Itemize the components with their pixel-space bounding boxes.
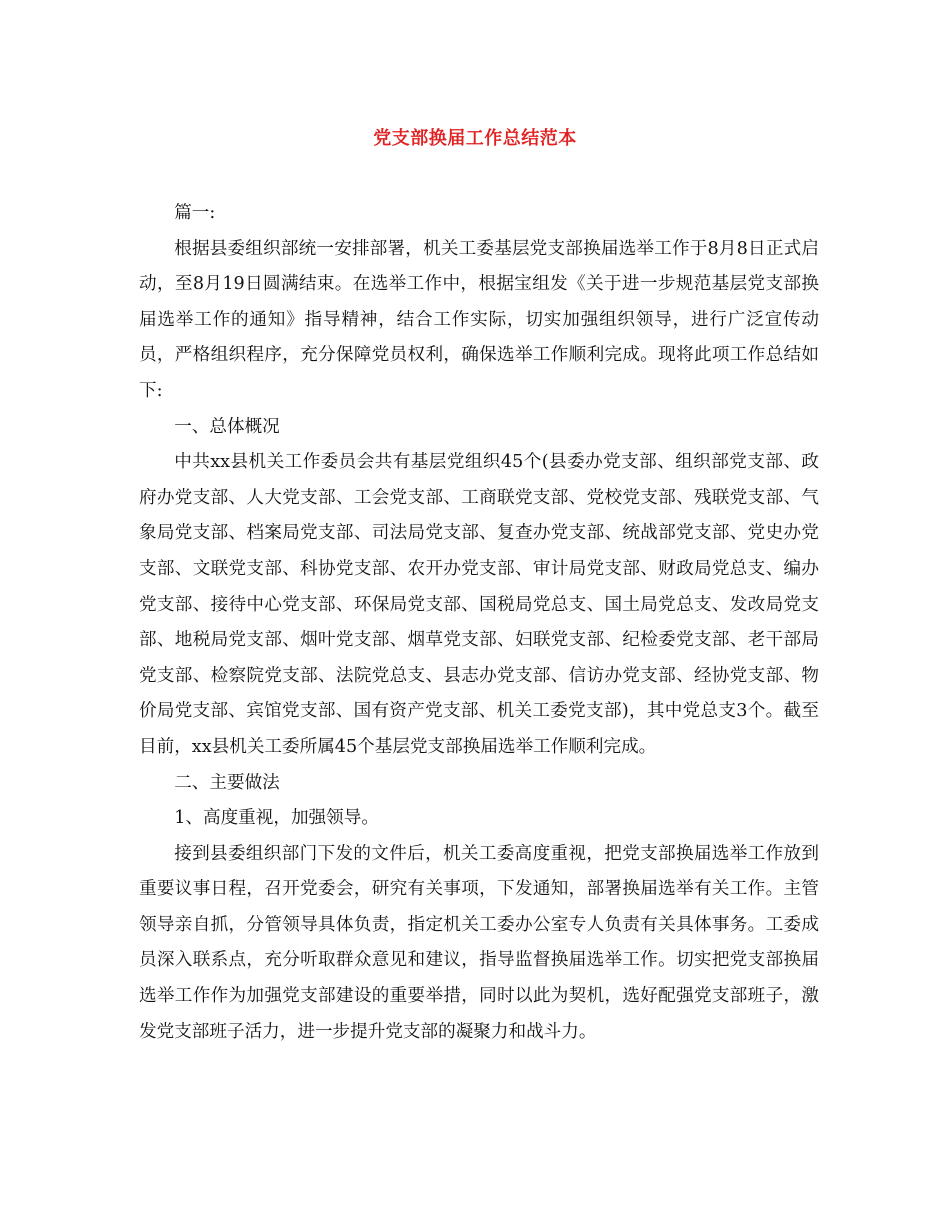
paragraph-section-label: 篇一: bbox=[174, 203, 216, 223]
paragraph-overview: 中共xx县机关工作委员会共有基层党组织45个(县委办党支部、组织部党支部、政府办党支部、人大党支部、工会党支部、工商联党支部、党校党支部、残联党支部、气象局党支部、档案局党支部、司法局党支部、复查办党支部、统战部党支部、党史办党支部、文联党支部、科协党支部、农开办党支部、审计局党支部、财政局党总支、编办党支部、接待中心党支部、环保局党支部、国税局党总支、国土局党总支、发改局党支部、地税局党支部、烟叶党支部、烟草党支部、妇联党支部、纪检委党支部、老干部局党支部、检察院党支部、法院党总支、县志办党支部、信访办党支部、经协党支部、物价局党支部、宾馆党支部、国有资产党支部、机关工委党支部)，其中党总支3个。截至目前，xx县机关工委所属45个基层党支部换届选举工作顺利完成。 bbox=[139, 452, 819, 757]
document-body bbox=[139, 196, 819, 1050]
subheading-leadership: 1、高度重视，加强领导。 bbox=[174, 808, 379, 829]
heading-main-practices: 二、主要做法 bbox=[174, 772, 280, 793]
paragraph-intro: 根据县委组织部统一安排部署，机关工委基层党支部换届选举工作于8月8日正式启动，至8月19日圆满结束。在选举工作中，根据宝组发《关于进一步规范基层党支部换届选举工作的通知》指导精神，结合工作实际，切实加强组织领导，进行广泛宣传动员，严格组织程序，充分保障党员权利，确保选举工作顺利完成。现将此项工作总结如下: bbox=[139, 238, 819, 401]
document-title: 党支部换届工作总结范本 bbox=[373, 128, 577, 149]
heading-overview: 一、总体概况 bbox=[174, 416, 280, 437]
paragraph-leadership: 接到县委组织部门下发的文件后，机关工委高度重视，把党支部换届选举工作放到重要议事日程，召开党委会，研究有关事项，下发通知，部署换届选举有关工作。主管领导亲自抓，分管领导具体负责，指定机关工委办公室专人负责有关具体事务。工委成员深入联系点，充分听取群众意见和建议，指导监督换届选举工作。切实把党支部换届选举工作作为加强党支部建设的重要举措，同时以此为契机，选好配强党支部班子，激发党支部班子活力，进一步提升党支部的凝聚力和战斗力。 bbox=[139, 843, 819, 1042]
